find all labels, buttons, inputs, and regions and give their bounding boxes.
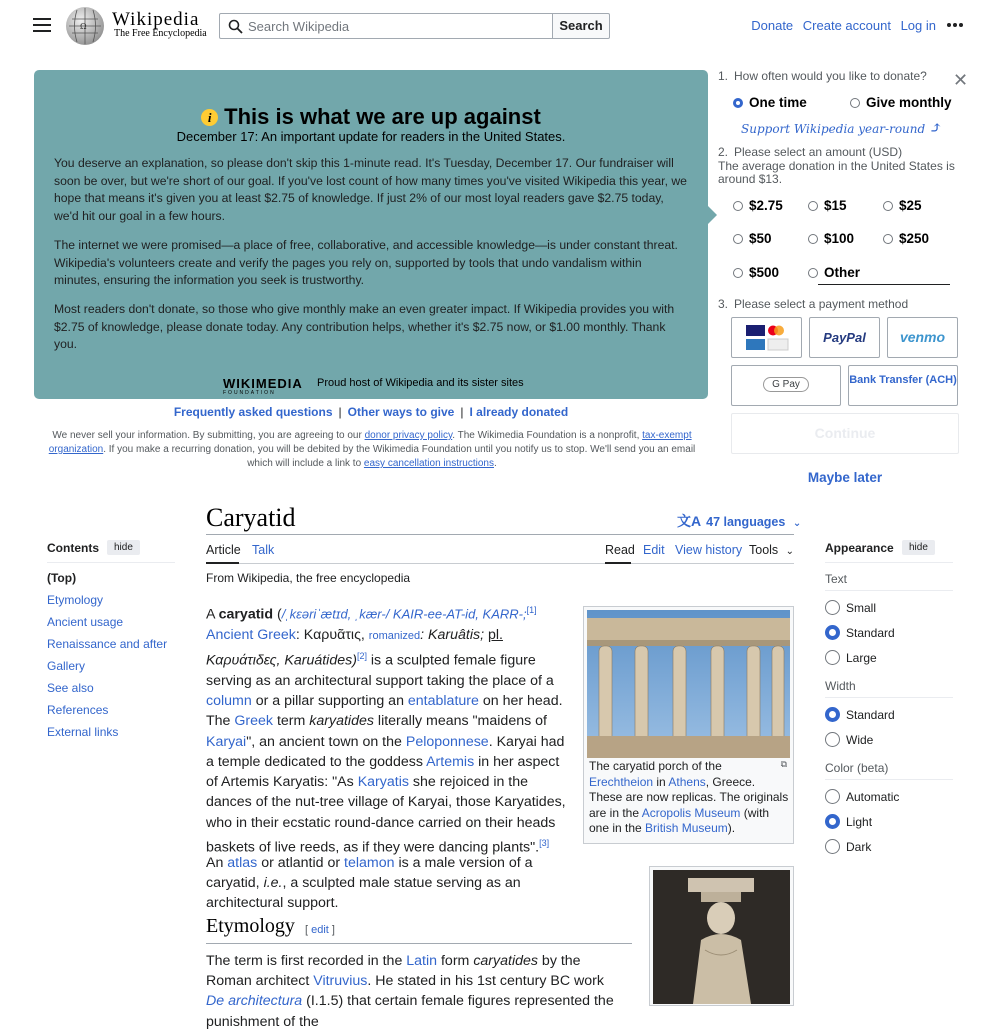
pronunciation-link[interactable]: /ˌkɛəriˈætɪd, ˌkær-/ KAIR-ee-AT-id, KARR-;: [281, 606, 527, 622]
peloponnese-link[interactable]: Peloponnese: [405, 733, 489, 750]
radio[interactable]: [733, 201, 743, 211]
svg-text:Ω: Ω: [80, 22, 87, 31]
toc-heading: Contents: [47, 541, 99, 555]
google-pay-button[interactable]: G Pay: [731, 365, 841, 406]
color-automatic-option[interactable]: Automatic: [825, 789, 899, 814]
wikipedia-tagline: The Free Encyclopedia: [114, 28, 207, 39]
language-button[interactable]: 文A 47 languages ⌄: [677, 513, 802, 529]
radio[interactable]: [808, 201, 818, 211]
telamon-link[interactable]: telamon: [344, 855, 395, 871]
etymology-paragraph: The term is first recorded in the Latin form caryatides by the Roman architect Vitruvius. He stated in his 1st century BC work De architectura (I.1.5) that certain female figures represented the punishment of the: [206, 953, 614, 1030]
search-box[interactable]: [219, 13, 553, 39]
radio[interactable]: [808, 234, 818, 244]
erechtheion-link[interactable]: Erechtheion: [589, 774, 654, 789]
already-donated-link[interactable]: I already donated: [469, 405, 569, 419]
search-input[interactable]: [248, 14, 548, 38]
other-ways-link[interactable]: Other ways to give: [347, 405, 455, 419]
radio[interactable]: [850, 98, 860, 108]
banner-subheading: December 17: An important update for readers in the United States.: [176, 129, 566, 144]
banner-paragraph: You deserve an explanation, so please don't skip this 1-minute read. It's Tuesday, December 17. Our fundraiser will soon be over, but we're short of our goal. If you've lost count of how many times you've visited Wikipedia this year, we hope that means it's given you at least $2.75 of knowledge. If just 2% of our most loyal readers gave $2.75 today, we'd hit our goal in a few hours.: [54, 156, 687, 223]
amount-option[interactable]: $250: [883, 231, 929, 246]
wikimedia-foundation-logo-sub: FOUNDATION: [223, 390, 276, 396]
text-large-option[interactable]: Large: [825, 650, 877, 675]
tax-exempt-link[interactable]: tax-exempt organization: [48, 430, 692, 455]
greek-link[interactable]: Greek: [234, 713, 274, 730]
color-dark-option[interactable]: Dark: [825, 839, 871, 864]
wikipedia-globe-logo[interactable]: [66, 7, 104, 45]
venmo-button[interactable]: venmo: [887, 317, 958, 358]
color-light-option[interactable]: Light: [825, 814, 872, 839]
amount-option[interactable]: $50: [733, 231, 772, 246]
tab-read[interactable]: Read: [605, 543, 635, 557]
close-icon[interactable]: ✕: [953, 70, 969, 90]
width-wide-option[interactable]: Wide: [825, 732, 873, 757]
banner-heading: i This is what we are up against: [34, 104, 708, 130]
karyai-link[interactable]: Karyai: [206, 733, 247, 750]
radio[interactable]: [825, 839, 840, 854]
expand-icon[interactable]: ⧉: [780, 759, 787, 769]
karyatis-link[interactable]: Karyatis: [357, 774, 409, 791]
ref-1[interactable]: [1]: [526, 605, 537, 615]
entablature-link[interactable]: entablature: [407, 693, 479, 710]
question-payment: 3. Please select a payment method: [718, 297, 909, 311]
appearance-hide-button[interactable]: hide: [902, 540, 935, 555]
continue-button[interactable]: Continue: [731, 413, 959, 454]
other-amount-option[interactable]: Other: [808, 265, 860, 280]
arrow-up-icon: ⤴: [929, 118, 943, 137]
page-title: Caryatid: [206, 503, 296, 532]
translate-icon: 文A: [677, 513, 702, 529]
text-standard-option[interactable]: Standard: [825, 625, 895, 650]
chevron-down-icon: ⌄: [785, 546, 795, 557]
radio-selected[interactable]: [825, 707, 840, 722]
vitruvius-link[interactable]: Vitruvius: [313, 973, 368, 990]
atlas-link[interactable]: atlas: [227, 855, 258, 871]
question-amount: 2. Please select an amount (USD) The average donation in the United States is around $13.: [718, 145, 955, 186]
maybe-later-link[interactable]: Maybe later: [807, 470, 883, 485]
banner-paragraph: Most readers don't donate, so those who give monthly make an even greater impact. If Wikipedia provides you with $2.75 of knowledge, please donate today. Any contribution helps, whether it's $2.75 now, or $1.00 monthly. Thank you.: [54, 302, 675, 351]
toc-item-external-links[interactable]: External links: [47, 725, 119, 739]
info-icon: i: [201, 109, 218, 126]
credit-card-icon: [745, 324, 789, 352]
toc-item-ancient-usage[interactable]: Ancient usage: [47, 615, 124, 629]
infobox-figure: [583, 606, 794, 844]
wikipedia-wordmark[interactable]: Wikipedia: [112, 9, 200, 30]
toc-item-gallery[interactable]: Gallery: [47, 659, 86, 673]
radio[interactable]: [733, 234, 743, 244]
tabs-divider: [206, 563, 794, 564]
athens-link[interactable]: Athens: [668, 774, 706, 789]
section-divider: [206, 943, 632, 944]
section-heading-etymology: Etymology: [206, 915, 295, 937]
main-menu-button[interactable]: [33, 18, 51, 32]
chevron-down-icon: ⌄: [792, 518, 802, 529]
host-text: Proud host of Wikipedia and its sister sites: [317, 377, 524, 389]
radio[interactable]: [825, 600, 840, 615]
fundraising-banner: [34, 70, 708, 399]
tab-edit[interactable]: Edit: [643, 543, 665, 557]
amount-option[interactable]: $15: [808, 198, 847, 213]
legal-notice: We never sell your information. By submitting, you are agreeing to our donor privacy policy. The Wikimedia Foundation is a nonprofit, tax-exempt organization. If you make a recurring donation, you will be debited by the Wikimedia Foundation until you notify us to stop. We'll send you an email which will include a link to easy cancellation instructions.: [48, 430, 696, 469]
radio-selected[interactable]: [825, 625, 840, 640]
amount-option[interactable]: $100: [808, 231, 854, 246]
faq-link[interactable]: Frequently asked questions: [173, 405, 333, 419]
card-payment-button[interactable]: [731, 317, 802, 358]
title-divider: [206, 534, 794, 535]
column-link[interactable]: column: [206, 693, 252, 710]
other-amount-field[interactable]: [818, 284, 950, 285]
ref-2[interactable]: [2]: [356, 651, 367, 662]
donate-link[interactable]: Donate: [751, 18, 794, 33]
british-museum-link[interactable]: British Museum: [645, 821, 728, 835]
toc-item-see-also[interactable]: See also: [47, 681, 94, 695]
toc-item-etymology[interactable]: Etymology: [47, 593, 104, 607]
privacy-policy-link[interactable]: donor privacy policy: [364, 430, 453, 441]
question-frequency: 1. How often would you like to donate?: [718, 69, 927, 83]
paypal-button[interactable]: PayPal: [809, 317, 880, 358]
active-tab-indicator: [605, 562, 631, 564]
more-options-icon[interactable]: [947, 22, 963, 28]
text-small-option[interactable]: Small: [825, 600, 876, 625]
monthly-option[interactable]: Give monthly: [850, 95, 952, 110]
create-account-link[interactable]: Create account: [802, 18, 891, 33]
radio[interactable]: [883, 201, 893, 211]
radio-selected[interactable]: [733, 98, 743, 108]
appearance-divider: [825, 562, 953, 563]
tab-article[interactable]: Article: [206, 543, 241, 557]
handwritten-note: Support Wikipedia year-round ⤴: [741, 118, 943, 137]
section-edit: [ edit ]: [305, 924, 335, 936]
radio[interactable]: [883, 234, 893, 244]
romanized-link[interactable]: romanized: [368, 629, 421, 642]
artemis-link[interactable]: Artemis: [426, 753, 475, 770]
bank-transfer-button[interactable]: Bank Transfer (ACH): [848, 365, 958, 406]
radio[interactable]: [808, 268, 818, 278]
caryatid-statue-figure: [649, 866, 794, 1006]
toc-hide-button[interactable]: hide: [107, 540, 140, 555]
active-tab-indicator: [206, 562, 239, 564]
edit-section-link[interactable]: edit: [311, 924, 329, 936]
divider: [825, 779, 953, 780]
table-of-contents: [47, 571, 177, 747]
de-architectura-link[interactable]: De architectura: [206, 993, 303, 1010]
caryatid-statue-image[interactable]: [653, 870, 790, 1004]
wikimedia-foundation-logo: WIKIMEDIA: [223, 376, 303, 391]
width-standard-option[interactable]: Standard: [825, 707, 895, 732]
user-links: [745, 18, 936, 33]
latin-link[interactable]: Latin: [406, 953, 438, 969]
banner-paragraph: The internet we were promised—a place of free, collaborative, and accessible knowledge—is under constant threat. Wikipedia's volunteers create and verify the pages you rely on, supported by tools that undo vandalism within minutes, ensuring the information you seek is trustworthy.: [54, 238, 678, 287]
toc-item-top[interactable]: (Top): [47, 571, 77, 585]
ref-3[interactable]: [3]: [539, 837, 550, 848]
divider: [825, 590, 953, 591]
erechtheion-image[interactable]: [587, 610, 790, 758]
appearance-heading: Appearance: [825, 541, 894, 555]
search-icon: [228, 19, 243, 34]
radio[interactable]: [825, 789, 840, 804]
amount-option[interactable]: $25: [883, 198, 922, 213]
color-label: Color (beta): [825, 761, 889, 775]
banner-links: Frequently asked questions | Other ways to give | I already donated: [173, 405, 569, 419]
radio[interactable]: [825, 650, 840, 665]
lead-paragraph: A caryatid (/ˌkɛəriˈætɪd, ˌkær-/ KAIR-ee-AT-id, KARR-;[1] Ancient Greek: Καρυᾶτις, romanized: Karuâtis; pl. Καρυάτιδες, Karuátides)[2] is a sculpted female figure serving as an architectural support taking the place of a column or a pillar supporting an entablature on her head. The Greek term karyatides literally means "maidens of Karyai", an ancient town on the Peloponnese. Karyai had a temple dedicated to the goddess Artemis in her aspect of Artemis Karyatis: "As Karyatis she rejoiced in the dances of the nut-tree village of Karyai, those Karyatides, who in their ecstatic round-dance carried on their heads baskets of live reeds, as if they were dancing plants".[3]: [206, 605, 566, 856]
acropolis-museum-link[interactable]: Acropolis Museum: [641, 805, 741, 820]
login-link[interactable]: Log in: [900, 18, 936, 33]
search-button[interactable]: Search: [552, 13, 610, 39]
tab-talk[interactable]: Talk: [252, 543, 275, 557]
radio-selected[interactable]: [825, 814, 840, 829]
width-label: Width: [825, 679, 856, 693]
toc-item-renaissance[interactable]: Renaissance and after: [47, 637, 168, 651]
atlas-paragraph: An atlas or atlantid or telamon is a male version of a caryatid, i.e., a sculpted male statue serving as an architectural support.: [206, 855, 533, 912]
ancient-greek-link[interactable]: Ancient Greek: [206, 626, 296, 643]
cancellation-link[interactable]: easy cancellation instructions: [363, 458, 494, 469]
tab-view-history[interactable]: View history: [675, 543, 743, 557]
tagline: From Wikipedia, the free encyclopedia: [206, 571, 411, 585]
amount-option[interactable]: $2.75: [733, 198, 783, 213]
tools-menu[interactable]: Tools ⌄: [749, 543, 795, 557]
text-size-label: Text: [825, 572, 848, 586]
figure-caption: The caryatid porch of the Erechtheion in Athens, Greece. These are now replicas. The originals are in the Acropolis Museum (with one in the British Museum).: [589, 759, 789, 835]
plural-abbr: pl.: [487, 626, 503, 643]
amount-option[interactable]: $500: [733, 265, 779, 280]
toc-divider: [47, 562, 175, 563]
one-time-option[interactable]: One time: [733, 95, 807, 110]
radio[interactable]: [733, 268, 743, 278]
radio[interactable]: [825, 732, 840, 747]
divider: [825, 697, 953, 698]
toc-item-references[interactable]: References: [47, 703, 109, 717]
